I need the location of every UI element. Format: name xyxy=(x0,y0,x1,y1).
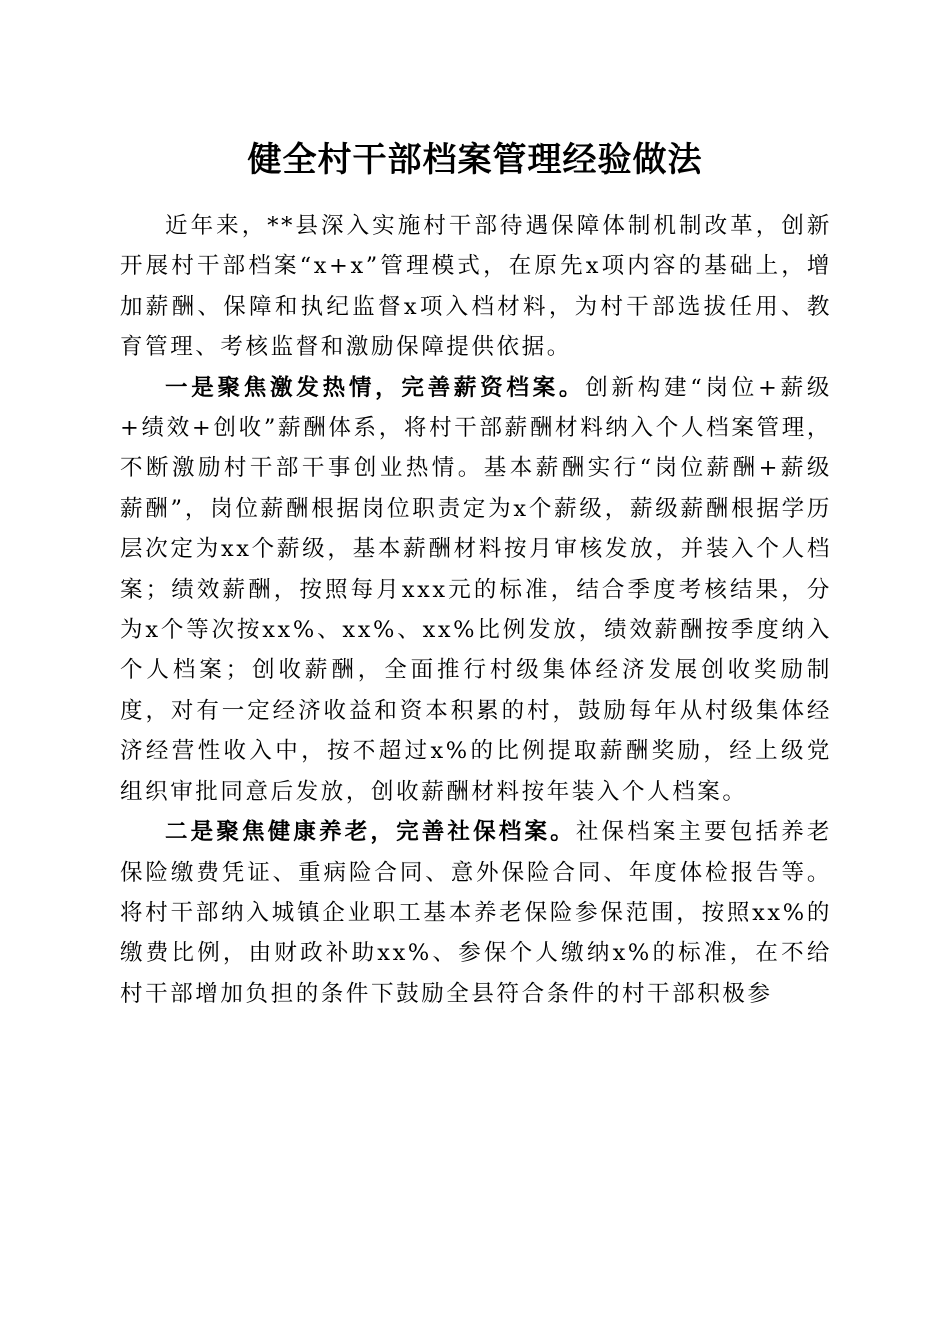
paragraph-social-security xyxy=(120,812,832,1014)
paragraph-lead: 一是聚焦激发热情，完善薪资档案。 xyxy=(165,374,586,401)
paragraph-intro xyxy=(120,206,832,368)
paragraph-text: 创新构建“岗位+薪级+绩效+创收”薪酬体系，将村干部薪酬材料纳入个人档案管理，不断激励村干部干事创业热情。基本薪酬实行“岗位薪酬+薪级薪酬”，岗位薪酬根据岗位职责定为x个薪级，薪级薪酬根据学历层次定为xx个薪级，基本薪酬材料按月审核发放，并装入个人档案；绩效薪酬，按照每月xxx元的标准，结合季度考核结果，分为x个等次按xx%、xx%、xx%比例发放，绩效薪酬按季度纳入个人档案；创收薪酬，全面推行村级集体经济发展创收奖励制度，对有一定经济收益和资本积累的村，鼓励每年从村级集体经济经营性收入中，按不超过x%的比例提取薪酬奖励，经上级党组织审批同意后发放，创收薪酬材料按年装入个人档案。 xyxy=(120,374,832,805)
document-title: 健全村干部档案管理经验做法 xyxy=(247,140,703,180)
paragraph-lead: 二是聚焦健康养老，完善社保档案。 xyxy=(165,819,576,846)
paragraph-text: 社保档案主要包括养老保险缴费凭证、重病险合同、意外保险合同、年度体检报告等。将村干部纳入城镇企业职工基本养老保险参保范围，按照xx%的缴费比例，由财政补助xx%、参保个人缴纳x%的标准，在不给村干部增加负担的条件下鼓励全县符合条件的村干部积极参 xyxy=(120,819,832,1007)
paragraph-text: 近年来，**县深入实施村干部待遇保障体制机制改革，创新开展村干部档案“x+x”管理模式，在原先x项内容的基础上，增加薪酬、保障和执纪监督x项入档材料，为村干部选拔任用、教育管理、考核监督和激励保障提供依据。 xyxy=(120,213,832,361)
paragraph-salary xyxy=(120,368,832,812)
document-body xyxy=(120,206,832,1014)
